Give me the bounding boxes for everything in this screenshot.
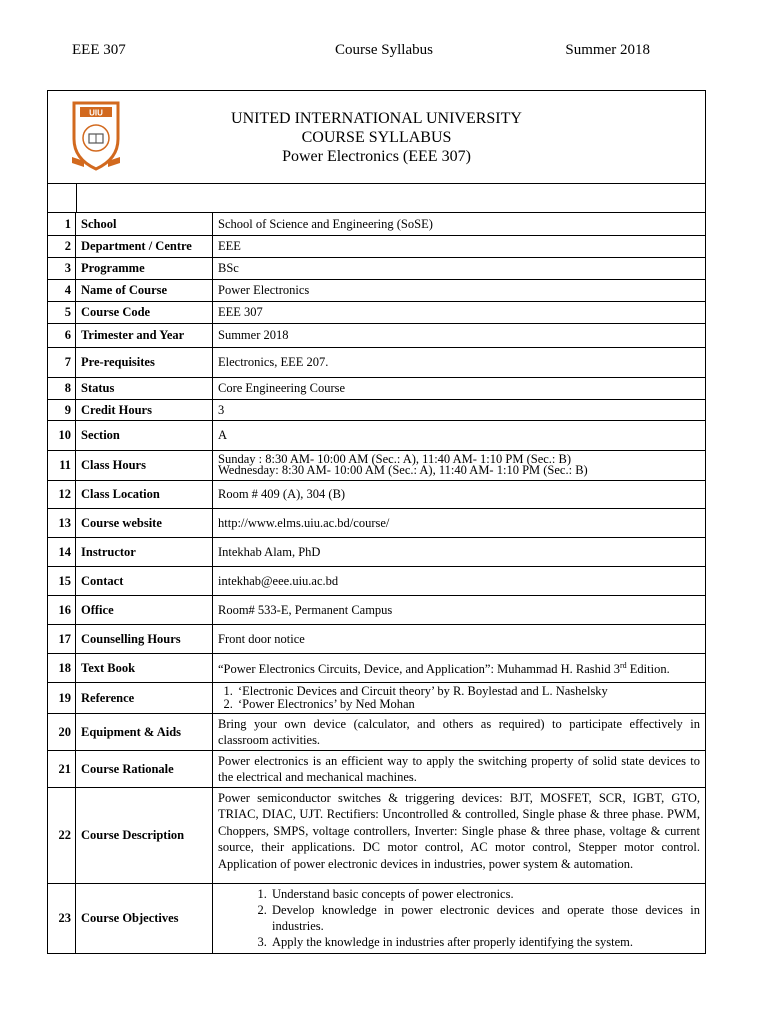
row-number: 3 (48, 257, 76, 279)
row-value: Room# 533-E, Permanent Campus (213, 595, 706, 624)
list-item: 2. Develop knowledge in power electronic devices and operate those devices in industries. (270, 902, 700, 934)
text-book-sup: rd (620, 660, 627, 670)
row-number: 12 (48, 480, 76, 508)
row-value: Room # 409 (A), 304 (B) (213, 480, 706, 508)
table-row (48, 750, 705, 787)
row-label: Credit Hours (76, 399, 213, 420)
row-number: 19 (48, 682, 76, 713)
table-row (48, 399, 705, 420)
table-row (48, 347, 705, 377)
row-number: 11 (48, 450, 76, 480)
list-item: 1. ‘Electronic Devices and Circuit theory’ by R. Boylestad and L. Nashelsky (236, 685, 700, 698)
row-label: Course Rationale (76, 750, 213, 787)
table-row (48, 301, 705, 323)
reference-list (218, 685, 700, 711)
objectives-list (218, 886, 700, 950)
university-name: UNITED INTERNATIONAL UNIVERSITY (231, 110, 522, 127)
row-label: Course Code (76, 301, 213, 323)
page-header-center: Course Syllabus (335, 42, 433, 58)
table-row (48, 213, 705, 235)
row-value (213, 653, 706, 682)
text-book-title: “Power Electronics Circuits, Device, and Application”: Muhammad H. Rashid 3 (218, 662, 620, 677)
svg-text:UIU: UIU (89, 108, 103, 118)
table-row (48, 323, 705, 347)
row-label: Pre-requisites (76, 347, 213, 377)
row-value: Power Electronics (213, 279, 706, 301)
blank-row (48, 184, 705, 213)
row-number: 6 (48, 323, 76, 347)
list-item: 2. ‘Power Electronics’ by Ned Mohan (236, 698, 700, 711)
syllabus-table (48, 213, 705, 953)
row-label: Name of Course (76, 279, 213, 301)
table-row (48, 480, 705, 508)
row-label: Status (76, 377, 213, 399)
table-row (48, 682, 705, 713)
row-value: BSc (213, 257, 706, 279)
row-number: 16 (48, 595, 76, 624)
row-label: Instructor (76, 537, 213, 566)
row-label: Course website (76, 508, 213, 537)
title-block (48, 91, 705, 184)
table-row (48, 279, 705, 301)
row-value: EEE (213, 235, 706, 257)
list-item: 3. Apply the knowledge in industries after properly identifying the system. (270, 934, 700, 950)
row-label: Office (76, 595, 213, 624)
row-label: Contact (76, 566, 213, 595)
table-row (48, 713, 705, 750)
row-label: Counselling Hours (76, 624, 213, 653)
row-number: 13 (48, 508, 76, 537)
row-value: Front door notice (213, 624, 706, 653)
table-row (48, 537, 705, 566)
row-number: 17 (48, 624, 76, 653)
row-value: Bring your own device (calculator, and others as required) to participate effectively in classroom activities. (213, 713, 706, 750)
row-number: 20 (48, 713, 76, 750)
list-item: 1. Understand basic concepts of power electronics. (270, 886, 700, 902)
table-row (48, 624, 705, 653)
course-website-link[interactable]: http://www.elms.uiu.ac.bd/course/ (213, 508, 706, 537)
row-number: 10 (48, 420, 76, 450)
row-label: Trimester and Year (76, 323, 213, 347)
row-value: School of Science and Engineering (SoSE) (213, 213, 706, 235)
table-row (48, 377, 705, 399)
row-number: 5 (48, 301, 76, 323)
row-label: Course Description (76, 787, 213, 883)
row-label: Class Location (76, 480, 213, 508)
row-value: A (213, 420, 706, 450)
row-number: 1 (48, 213, 76, 235)
row-number: 15 (48, 566, 76, 595)
row-value: EEE 307 (213, 301, 706, 323)
row-value: Power electronics is an efficient way to apply the switching property of solid state devices to the electrical and mechanical machines. (213, 750, 706, 787)
row-label: Section (76, 420, 213, 450)
row-value: Intekhab Alam, PhD (213, 537, 706, 566)
row-number: 23 (48, 883, 76, 953)
row-number: 9 (48, 399, 76, 420)
row-number: 4 (48, 279, 76, 301)
row-number: 22 (48, 787, 76, 883)
row-label: Department / Centre (76, 235, 213, 257)
row-label: Text Book (76, 653, 213, 682)
class-hours-line: Wednesday: 8:30 AM- 10:00 AM (Sec.: A), 11:40 AM- 1:10 PM (Sec.: B) (218, 463, 588, 477)
row-value (213, 883, 706, 953)
document-type: COURSE SYLLABUS (301, 129, 452, 146)
text-book-tail: Edition. (626, 662, 670, 677)
row-label: Equipment & Aids (76, 713, 213, 750)
page-header-left: EEE 307 (72, 42, 126, 58)
row-value: 3 (213, 399, 706, 420)
row-number: 8 (48, 377, 76, 399)
row-number: 14 (48, 537, 76, 566)
row-number: 2 (48, 235, 76, 257)
row-label: Class Hours (76, 450, 213, 480)
row-value: Summer 2018 (213, 323, 706, 347)
row-number: 7 (48, 347, 76, 377)
table-row (48, 566, 705, 595)
table-row (48, 420, 705, 450)
row-value: Power semiconductor switches & triggering devices: BJT, MOSFET, SCR, IGBT, GTO, TRIAC, DIAC, UJT. Rectifiers: Uncontrolled & controlled, Single phase & three phase. PWM, Choppers, SMPS, voltage controllers, Inverter: Single phase & three phase, voltage & current source, their applications. DC motor control, AC motor control, Stepper motor control. Application of power electronic devices in industries, power system & automation. (213, 787, 706, 883)
row-label: Reference (76, 682, 213, 713)
row-value (213, 450, 706, 480)
row-value: Core Engineering Course (213, 377, 706, 399)
table-row (48, 787, 705, 883)
row-number: 18 (48, 653, 76, 682)
row-value (213, 682, 706, 713)
table-row (48, 257, 705, 279)
row-label: Course Objectives (76, 883, 213, 953)
row-label: Programme (76, 257, 213, 279)
course-title: Power Electronics (EEE 307) (282, 148, 471, 165)
table-row (48, 508, 705, 537)
page-header-right: Summer 2018 (565, 42, 650, 58)
row-value: Electronics, EEE 207. (213, 347, 706, 377)
table-row (48, 450, 705, 480)
syllabus-frame (47, 90, 706, 954)
table-row (48, 235, 705, 257)
table-row (48, 883, 705, 953)
table-row (48, 595, 705, 624)
class-hours-line: Sunday : 8:30 AM- 10:00 AM (Sec.: A), 11:40 AM- 1:10 PM (Sec.: B) (218, 452, 572, 466)
row-number: 21 (48, 750, 76, 787)
row-label: School (76, 213, 213, 235)
title-text (48, 109, 705, 166)
table-row (48, 653, 705, 682)
contact-email-link[interactable]: intekhab@eee.uiu.ac.bd (213, 566, 706, 595)
